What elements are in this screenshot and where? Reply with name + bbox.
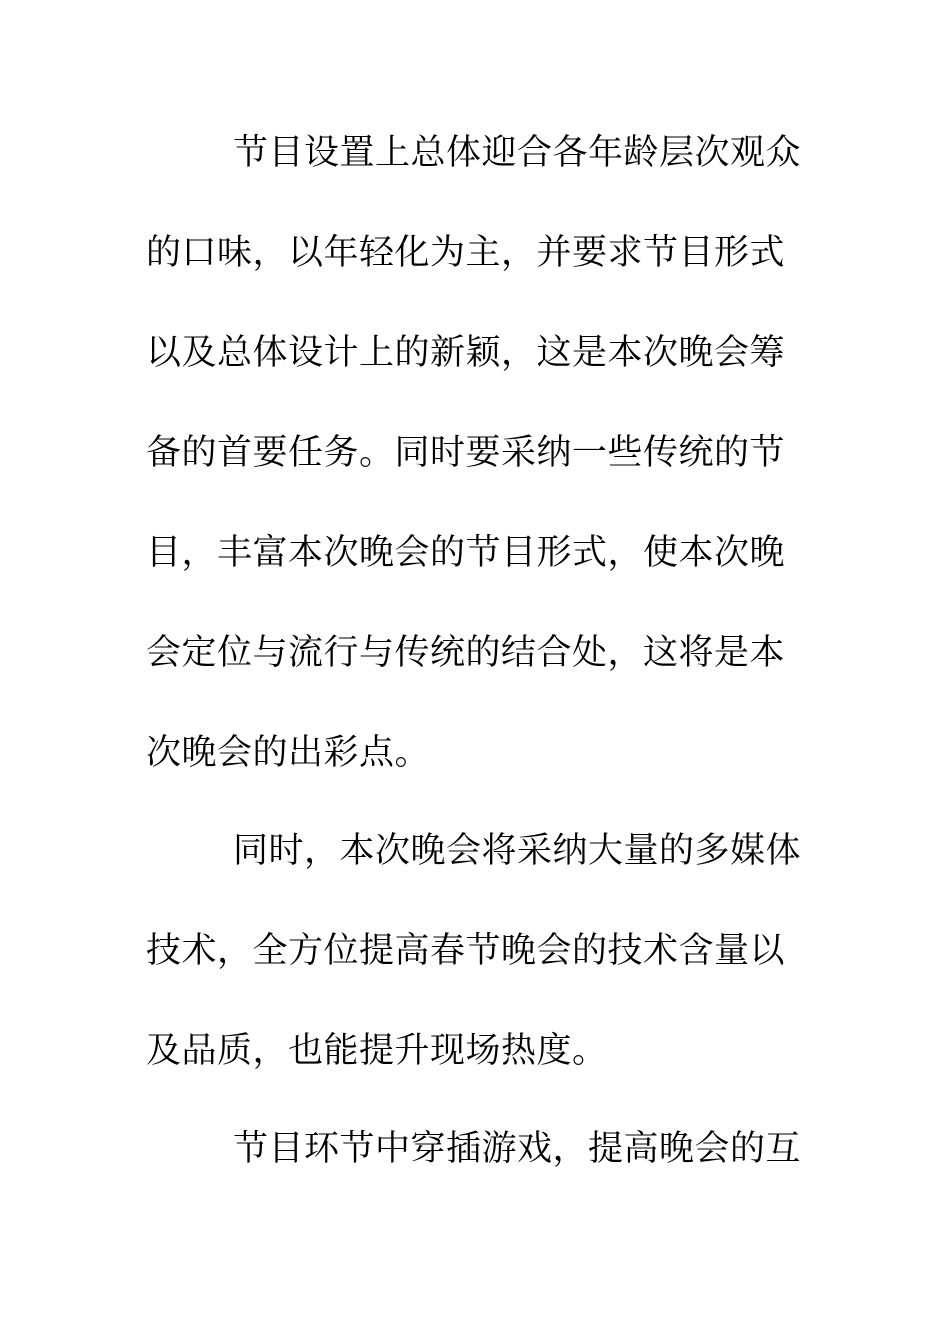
paragraph-2-line-2: 技术，全方位提高春节晚会的技术含量以 [146, 931, 786, 971]
paragraph-1-line-5: 目，丰富本次晚会的节目形式，使本次晚 [146, 533, 786, 573]
paragraph-1-line-7: 次晚会的出彩点。 [146, 733, 431, 773]
paragraph-1-line-4: 备的首要任务。同时要采纳一些传统的节 [146, 433, 786, 473]
paragraph-1-line-1: 节目设置上总体迎合各年龄层次观众 [233, 133, 802, 173]
paragraph-2-line-3: 及品质，也能提升现场热度。 [146, 1031, 608, 1071]
paragraph-1-line-3: 以及总体设计上的新颖，这是本次晚会筹 [146, 333, 786, 373]
paragraph-2-line-1: 同时，本次晚会将采纳大量的多媒体 [233, 831, 802, 871]
paragraph-1-line-2: 的口味，以年轻化为主，并要求节目形式 [146, 233, 786, 273]
paragraph-1-line-6: 会定位与流行与传统的结合处，这将是本 [146, 633, 786, 673]
paragraph-3-line-1: 节目环节中穿插游戏，提高晚会的互 [233, 1129, 802, 1169]
